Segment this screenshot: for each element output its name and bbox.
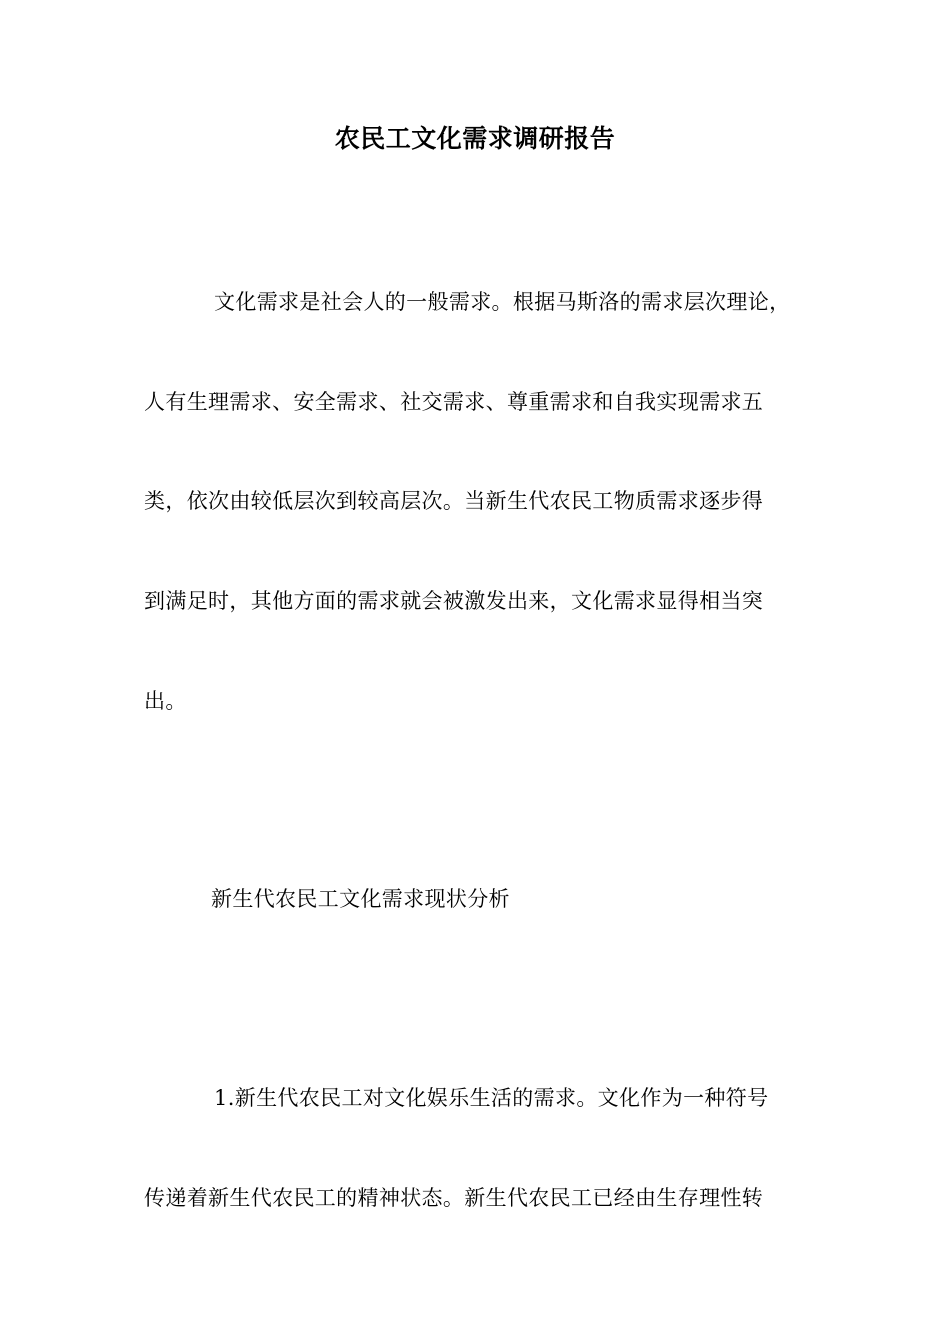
paragraph-line: 类，依次由较低层次到较高层次。当新生代农民工物质需求逐步得: [144, 489, 764, 513]
paragraph-line: 1.新生代农民工对文化娱乐生活的需求。文化作为一种符号: [214, 1086, 769, 1110]
paragraph-line: 人有生理需求、安全需求、社交需求、尊重需求和自我实现需求五: [144, 390, 764, 414]
paragraph-line: 文化需求是社会人的一般需求。根据马斯洛的需求层次理论，: [214, 290, 791, 314]
paragraph-line: 传递着新生代农民工的精神状态。新生代农民工已经由生存理性转: [144, 1186, 764, 1210]
section-heading-text: 新生代农民工文化需求现状分析: [211, 887, 510, 911]
paragraph-line: 出。: [144, 689, 187, 713]
document-title: 农民工文化需求调研报告: [334, 124, 616, 153]
paragraph-line: 到满足时，其他方面的需求就会被激发出来，文化需求显得相当突: [144, 589, 764, 613]
